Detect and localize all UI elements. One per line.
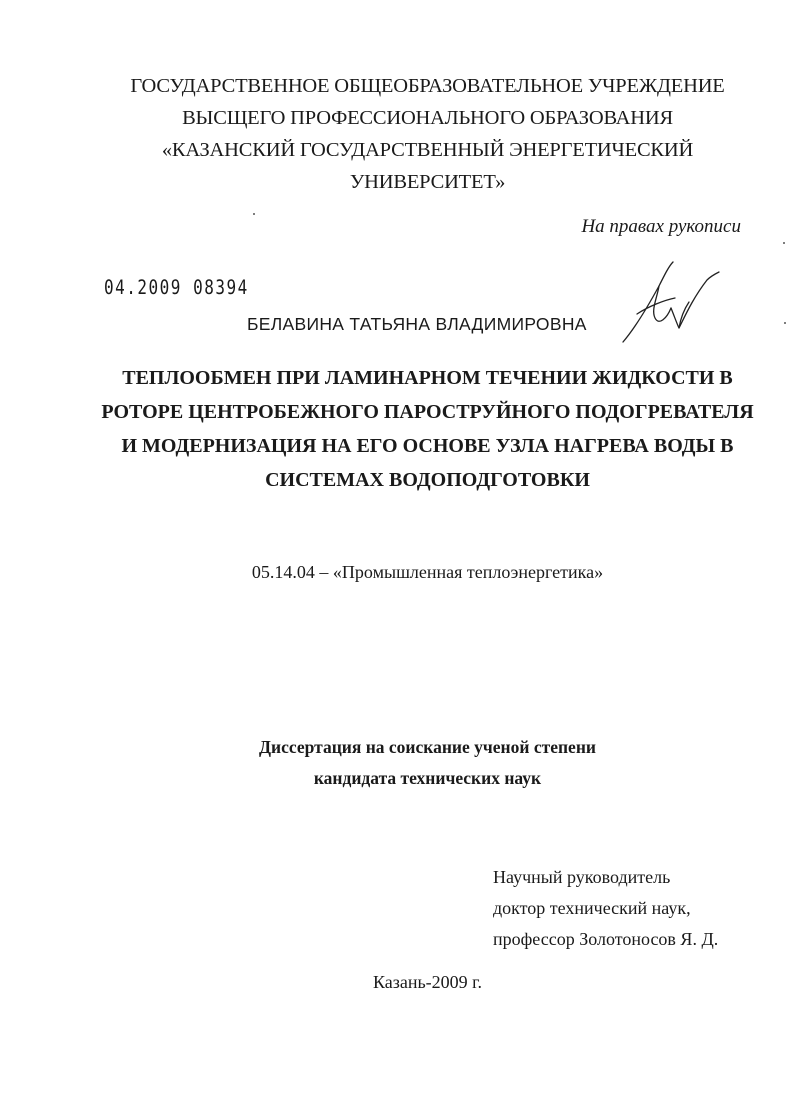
scan-speck xyxy=(783,242,785,244)
institution-line: «КАЗАНСКИЙ ГОСУДАРСТВЕННЫЙ ЭНЕРГЕТИЧЕСКИЙ xyxy=(161,139,694,161)
signature-icon xyxy=(615,258,725,348)
title-line: РОТОРЕ ЦЕНТРОБЕЖНОГО ПАРОСТРУЙНОГО ПОДОГРЕВАТЕЛЯ xyxy=(101,401,754,423)
degree-line: кандидата технических наук xyxy=(313,768,542,788)
stamp-number: 04.2009 08394 xyxy=(104,276,249,299)
institution-line: ВЫСЩЕГО ПРОФЕССИОНАЛЬНОГО ОБРАЗОВАНИЯ xyxy=(182,107,673,129)
degree-line: Диссертация на соискание ученой степени xyxy=(259,737,596,757)
institution-block xyxy=(0,70,795,198)
specialty-code: 05.14.04 – «Промышленная теплоэнергетика» xyxy=(251,562,604,582)
degree-statement xyxy=(0,732,795,794)
scan-speck xyxy=(253,213,255,215)
registration-stamp xyxy=(104,276,249,299)
author-name: БЕЛАВИНА ТАТЬЯНА ВЛАДИМИРОВНА xyxy=(247,314,587,334)
scan-speck xyxy=(784,322,786,324)
supervisor-line: профессор Золотоносов Я. Д. xyxy=(493,929,719,949)
supervisor-block xyxy=(493,862,718,955)
institution-line: УНИВЕРСИТЕТ» xyxy=(349,171,506,193)
title-line: ТЕПЛООБМЕН ПРИ ЛАМИНАРНОМ ТЕЧЕНИИ ЖИДКОСТИ В xyxy=(122,367,733,389)
dissertation-title xyxy=(0,361,795,497)
supervisor-line: Научный руководитель xyxy=(493,867,671,887)
title-line: И МОДЕРНИЗАЦИЯ НА ЕГО ОСНОВЕ УЗЛА НАГРЕВА ВОДЫ В xyxy=(121,435,734,457)
title-line: СИСТЕМАХ ВОДОПОДГОТОВКИ xyxy=(265,469,590,491)
institution-line: ГОСУДАРСТВЕННОЕ ОБЩЕОБРАЗОВАТЕЛЬНОЕ УЧРЕЖДЕНИЕ xyxy=(130,75,725,97)
supervisor-line: доктор технический наук, xyxy=(493,898,691,918)
manuscript-rights-note: На правах рукописи xyxy=(581,216,741,237)
city-year: Казань-2009 г. xyxy=(372,972,483,992)
